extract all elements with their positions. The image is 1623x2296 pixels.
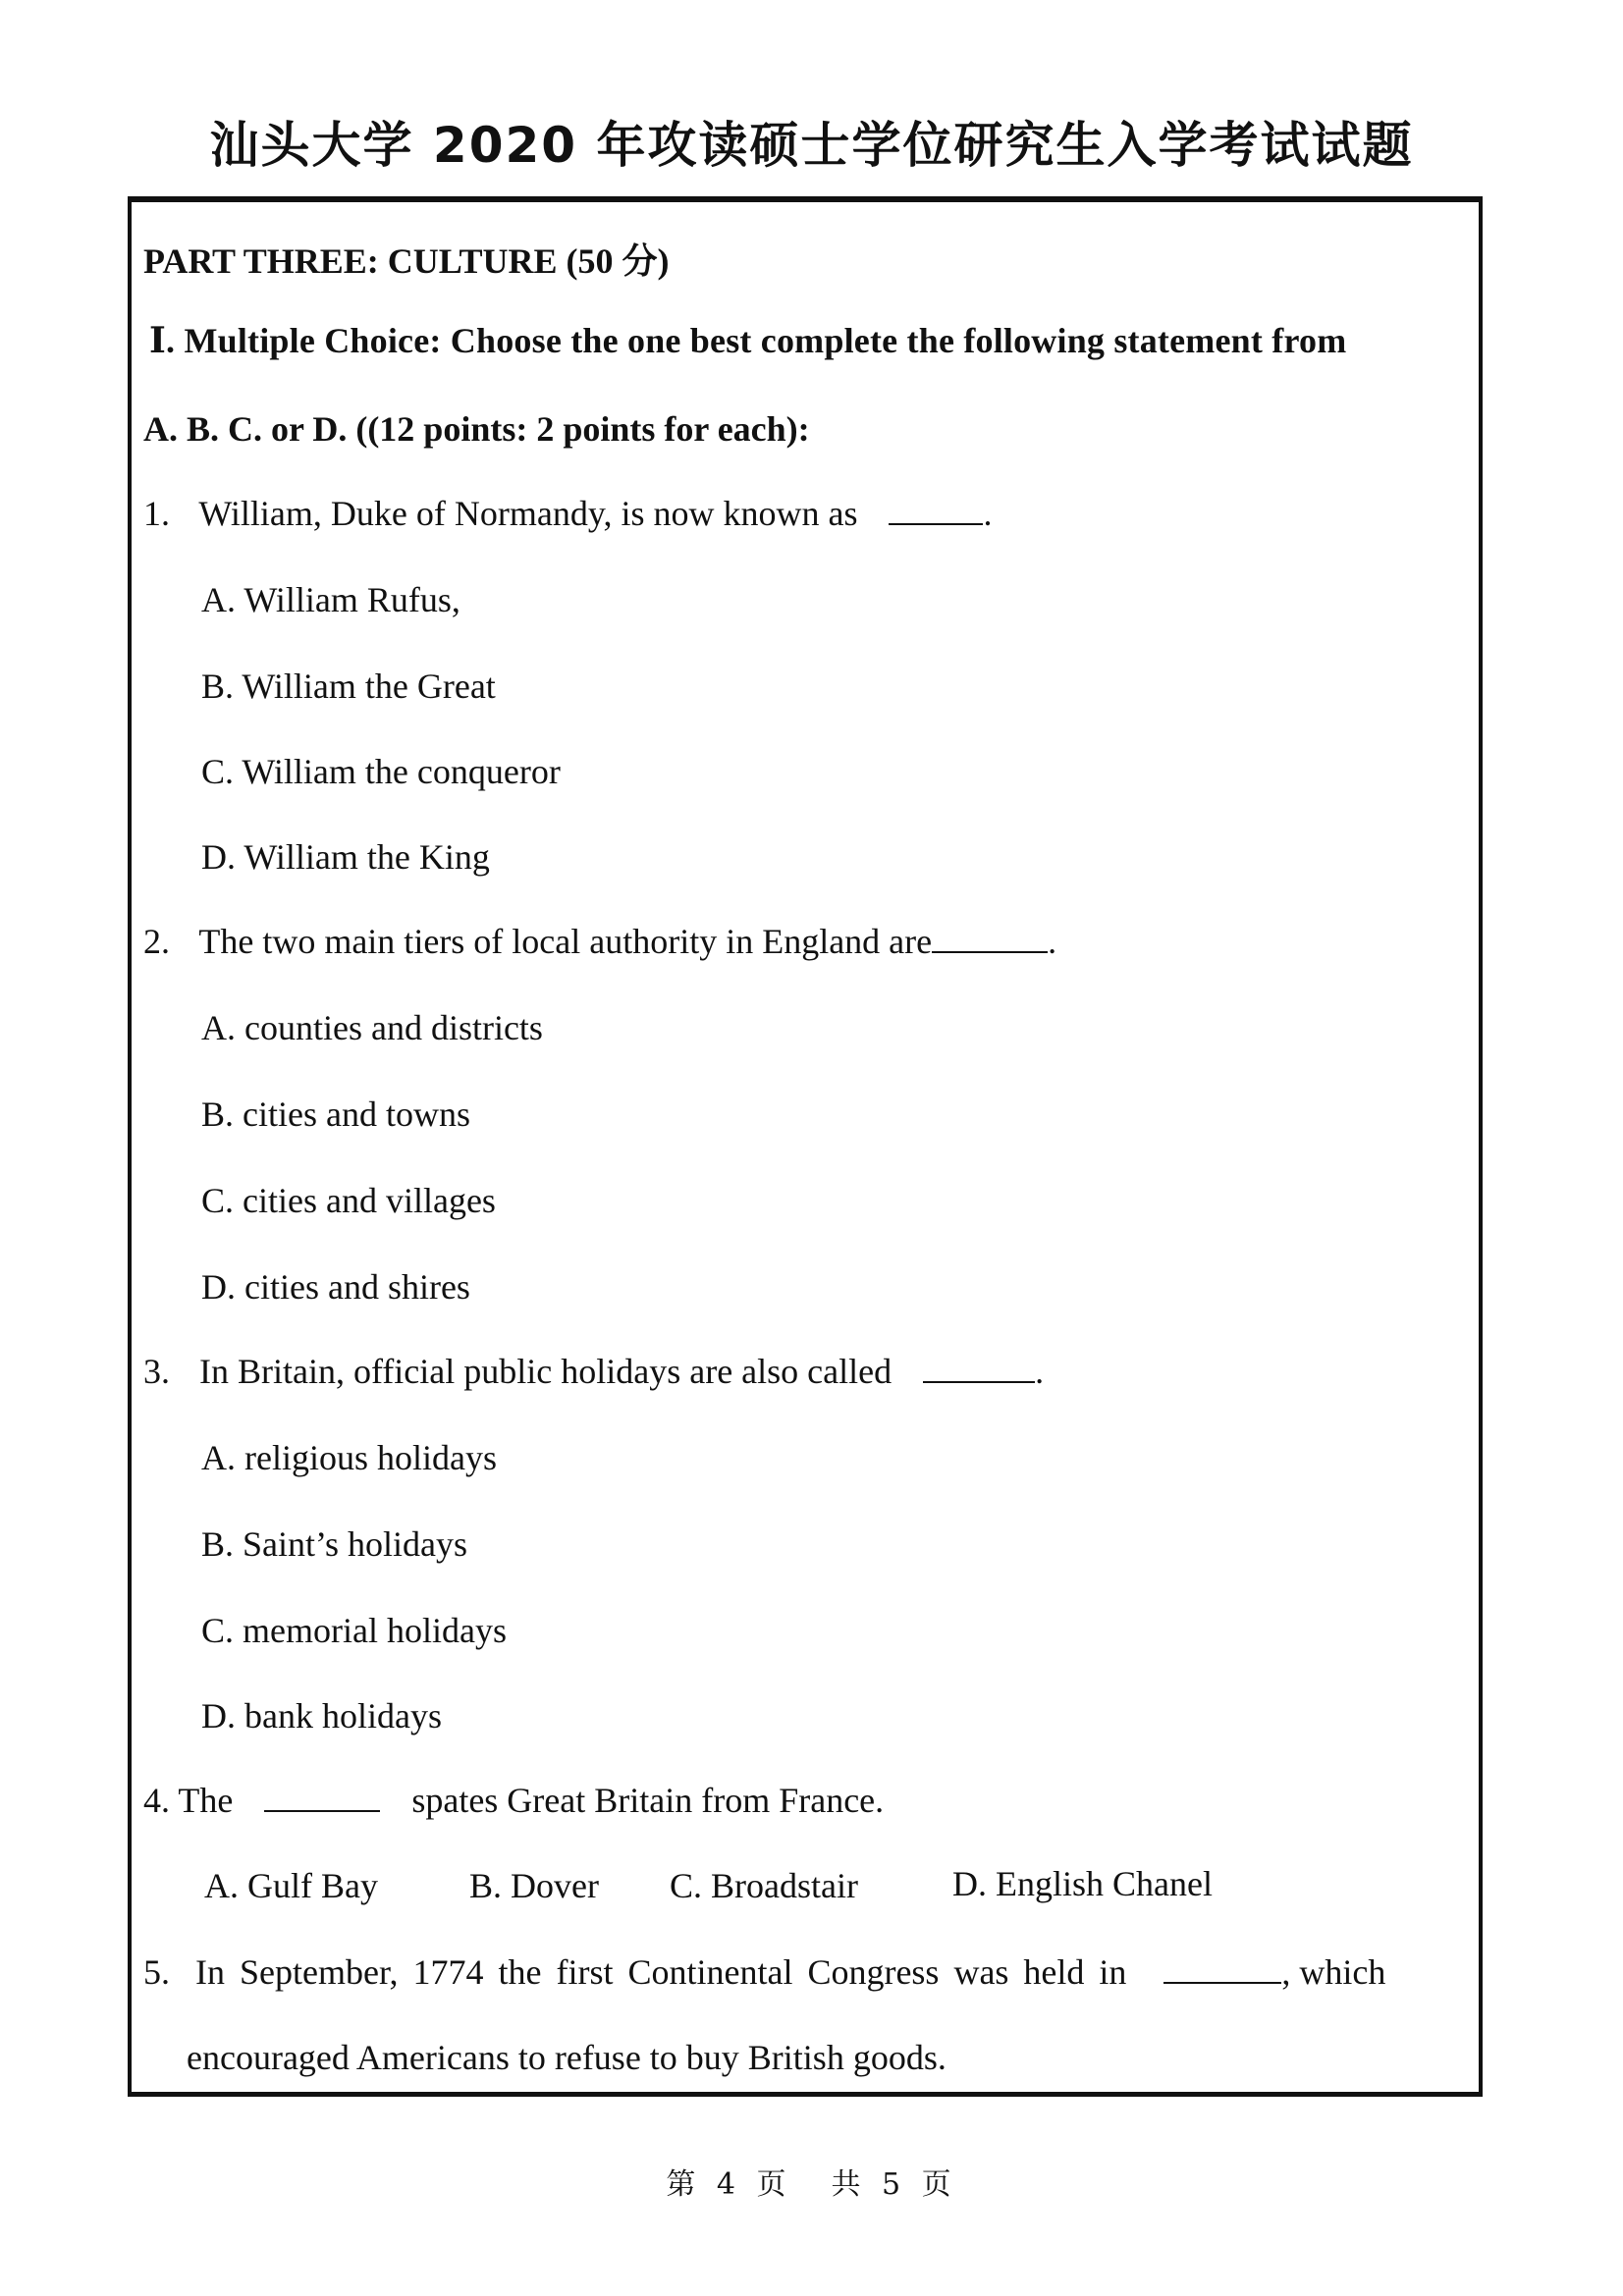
section-instructions-line1: Ⅰ. Multiple Choice: Choose the one best complete the following statement from xyxy=(149,321,1347,360)
option-3a: A. religious holidays xyxy=(201,1438,497,1477)
page-footer xyxy=(0,2160,1623,2203)
option-2a: A. counties and districts xyxy=(201,1008,543,1047)
question-4 xyxy=(143,1780,884,1821)
question-text-after: spates Great Britain from France. xyxy=(411,1781,885,1820)
answer-blank xyxy=(932,926,1048,953)
exam-title: 汕头大学 2020 年攻读硕士学位研究生入学考试试题 xyxy=(209,117,1414,174)
question-5-continuation: encouraged Americans to refuse to buy British goods. xyxy=(187,2038,947,2077)
answer-blank xyxy=(264,1785,380,1812)
option-2d: D. cities and shires xyxy=(201,1267,470,1307)
question-number: 3. xyxy=(143,1352,170,1391)
option-4d: D. English Chanel xyxy=(952,1864,1213,1903)
option-1b: B. William the Great xyxy=(201,667,496,706)
question-number: 1. xyxy=(143,494,170,533)
section-instructions-line2: A. B. C. or D. ((12 points: 2 points for each): xyxy=(143,409,810,449)
question-punct: . xyxy=(1048,922,1057,961)
question-punct: . xyxy=(1035,1352,1045,1391)
question-1 xyxy=(143,493,992,534)
option-3d: D. bank holidays xyxy=(201,1696,442,1735)
part-heading: PART THREE: CULTURE (50 分) xyxy=(143,241,670,281)
option-2b: B. cities and towns xyxy=(201,1095,470,1134)
question-3 xyxy=(143,1351,1044,1392)
option-4b: B. Dover xyxy=(469,1866,599,1905)
question-number: 5. xyxy=(143,1952,170,1992)
option-1c: C. William the conqueror xyxy=(201,752,561,791)
page-number: 第 4 页 xyxy=(666,2167,792,2202)
question-text-before: In September, 1774 the first Continental Congress was held in xyxy=(195,1952,1127,1992)
question-text-after: , which xyxy=(1281,1952,1386,1992)
option-3c: C. memorial holidays xyxy=(201,1611,507,1650)
answer-blank xyxy=(889,498,983,525)
option-4c: C. Broadstair xyxy=(670,1866,858,1905)
answer-blank xyxy=(923,1356,1035,1383)
question-5 xyxy=(143,1951,1471,1993)
question-punct: . xyxy=(983,494,993,533)
question-text: In Britain, official public holidays are also called xyxy=(199,1352,893,1391)
question-text: The two main tiers of local authority in England are xyxy=(198,922,933,961)
total-pages: 共 5 页 xyxy=(831,2167,957,2202)
answer-blank xyxy=(1163,1956,1281,1984)
question-number: 4. xyxy=(143,1781,170,1820)
option-2c: C. cities and villages xyxy=(201,1181,496,1220)
question-number: 2. xyxy=(143,922,170,961)
question-2 xyxy=(143,921,1056,962)
option-4a: A. Gulf Bay xyxy=(204,1866,378,1905)
option-3b: B. Saint’s holidays xyxy=(201,1524,468,1564)
question-text-before: The xyxy=(178,1781,234,1820)
question-text: William, Duke of Normandy, is now known as xyxy=(198,494,858,533)
option-1a: A. William Rufus, xyxy=(201,580,460,619)
option-1d: D. William the King xyxy=(201,837,490,877)
